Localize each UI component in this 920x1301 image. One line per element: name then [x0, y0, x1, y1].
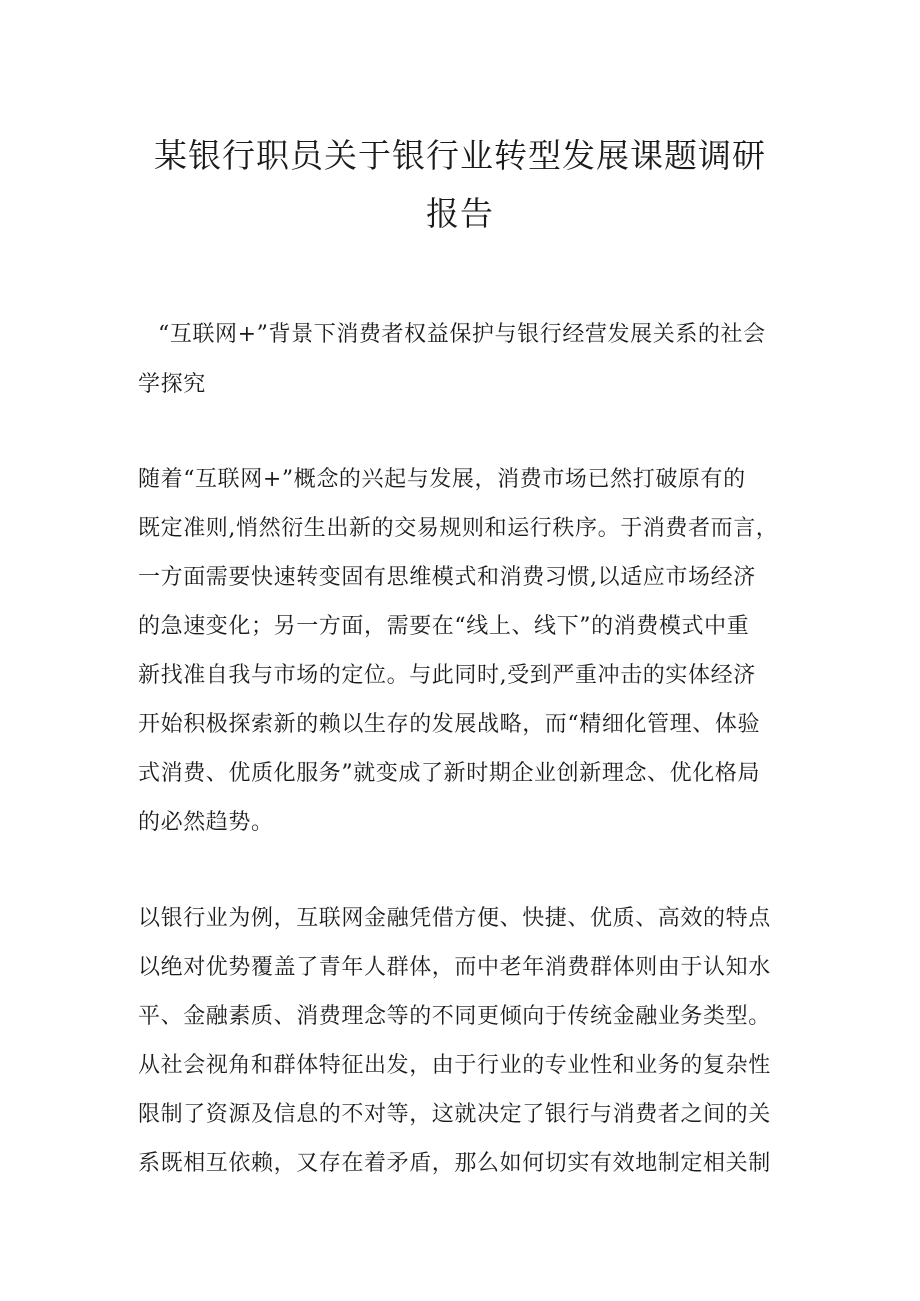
paragraph2-line-3: 平、金融素质、消费理念等的不同更倾向于传统金融业务类型。: [138, 1004, 771, 1029]
document-title-line-1: 某银行职员关于银行业转型发展课题调研: [154, 136, 766, 175]
paragraph1-line-7: 式消费、优质化服务”就变成了新时期企业创新理念、优化格局: [138, 761, 761, 786]
paragraph2-line-6: 系既相互依赖，又存在着矛盾，那么如何切实有效地制定相关制: [138, 1151, 771, 1176]
subtitle-line-2: 学探究: [138, 372, 206, 397]
paragraph2-line-1: 以银行业为例，互联网金融凭借方便、快捷、优质、高效的特点: [138, 906, 771, 931]
paragraph1-line-6: 开始积极探索新的赖以生存的发展战略，而“精细化管理、体验: [138, 712, 761, 737]
document-title-line-2: 报告: [426, 194, 494, 233]
paragraph1-line-4: 的急速变化；另一方面，需要在“线上、线下”的消费模式中重: [138, 614, 750, 639]
paragraph2-line-5: 限制了资源及信息的不对等，这就决定了银行与消费者之间的关: [138, 1102, 771, 1127]
paragraph1-line-3: 一方面需要快速转变固有思维模式和消费习惯,以适应市场经济: [138, 565, 756, 590]
paragraph1-line-5: 新找准自我与市场的定位。与此同时,受到严重冲击的实体经济: [138, 663, 756, 688]
paragraph1-line-2: 既定准则,悄然衍生出新的交易规则和运行秩序。于消费者而言，: [138, 516, 779, 541]
subtitle-line-1: “互联网+”背景下消费者权益保护与银行经营发展关系的社会: [158, 322, 766, 347]
paragraph2-line-4: 从社会视角和群体特征出发，由于行业的专业性和业务的复杂性: [138, 1053, 771, 1078]
paragraph1-line-8: 的必然趋势。: [138, 810, 274, 835]
paragraph1-line-1: 随着“互联网+”概念的兴起与发展，消费市场已然打破原有的: [138, 467, 746, 492]
paragraph2-line-2: 以绝对优势覆盖了青年人群体，而中老年消费群体则由于认知水: [138, 955, 771, 980]
